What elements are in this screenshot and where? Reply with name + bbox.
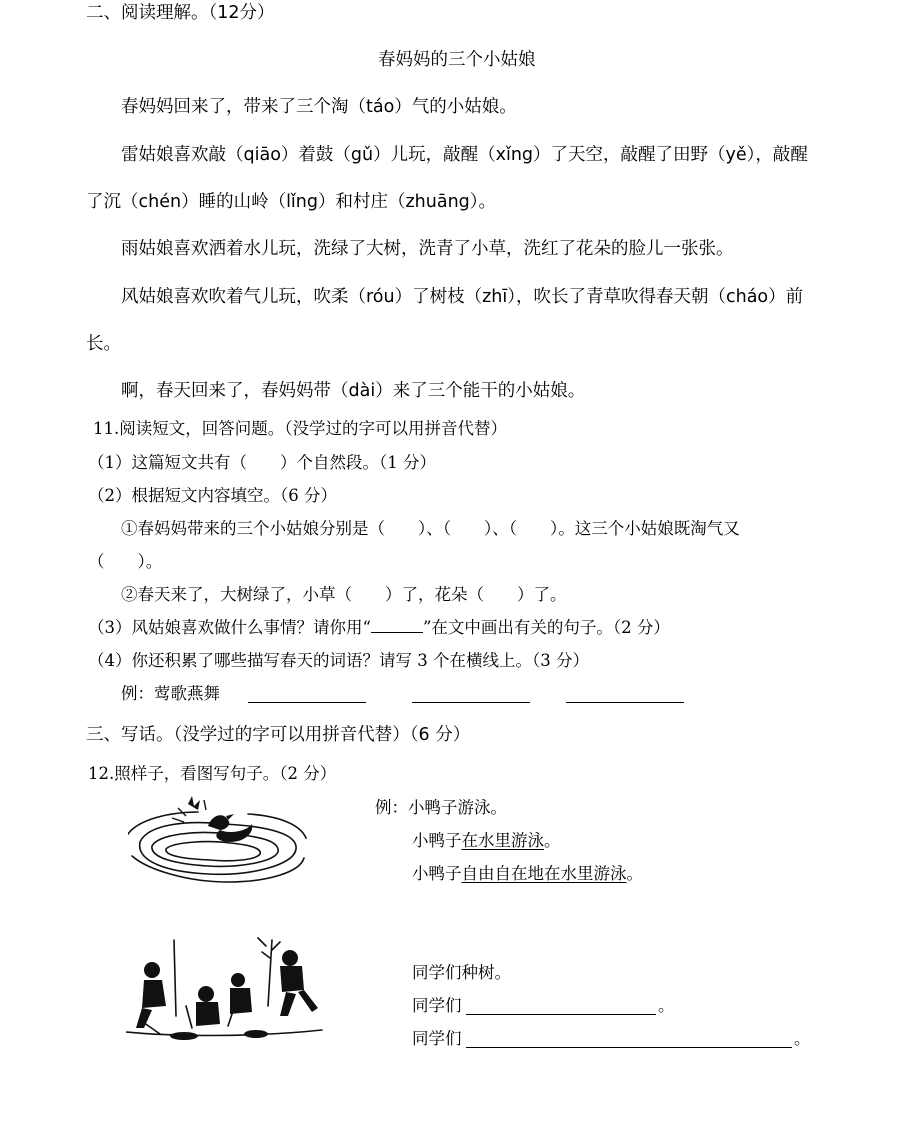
section3-heading: 三、写话。（没学过的字可以用拼音代替）（6 分） [86,725,471,745]
task-sentence-2-suffix: 。 [658,996,675,1015]
section2-heading: 二、阅读理解。（12分） [86,3,275,23]
passage-paragraph-2-line-2: 了沉（chén）睡的山岭（lǐng）和村庄（zhuāng）。 [86,192,497,212]
q11-sub3-before: （3）风姑娘喜欢做什么事情？请你用“ [88,618,371,637]
underline-marker-blank [371,620,423,633]
q12-stem: 12.照样子，看图写句子。（2 分） [88,764,337,783]
example-row-1 [375,800,507,817]
passage-paragraph-1: 春妈妈回来了，带来了三个淘（táo）气的小姑娘。 [121,97,517,117]
example-sentence-3-underlined: 自由自在地在水里游泳 [461,864,627,883]
q11-stem: 11.阅读短文，回答问题。（没学过的字可以用拼音代替） [93,419,507,438]
passage-title: 春妈妈的三个小姑娘 [378,50,536,70]
passage-paragraph-3: 雨姑娘喜欢洒着水儿玩，洗绿了大树，洗青了小草，洗红了花朵的脸儿一张张。 [121,239,734,259]
q11-sub3-after: ”在文中画出有关的句子。（2 分） [422,618,670,637]
task-sentence-3-suffix: 。 [794,1029,811,1048]
q11-sub2: （2）根据短文内容填空。（6 分） [88,486,337,505]
q11-sub4-example: 例：莺歌燕舞 [121,684,220,703]
passage-paragraph-5: 啊，春天回来了，春妈妈带（dài）来了三个能干的小姑娘。 [121,381,586,401]
example-sentence-2: 小鸭子在水里游泳。 [412,831,561,850]
task-sentence-3-answer-line[interactable] [466,1047,792,1048]
task-sentence-3-prefix: 同学们 [412,1029,462,1048]
passage-paragraph-2-line-1: 雷姑娘喜欢敲（qiāo）着鼓（gǔ）儿玩，敲醒（xǐng）了天空，敲醒了田野（yě），敲醒 [121,145,808,165]
q11-sub2-b: ②春天来了，大树绿了，小草（ ）了，花朵（ ）了。 [121,585,567,604]
example-sentence-2-underlined: 在水里游泳 [461,831,544,850]
q11-sub2-a-line-1: ①春妈妈带来的三个小姑娘分别是（ ）、（ ）、（ ）。这三个小姑娘既淘气又 [121,519,740,538]
passage-paragraph-4-line-1: 风姑娘喜欢吹着气儿玩，吹柔（róu）了树枝（zhī），吹长了青草吹得春天朝（cháo）前 [121,287,804,307]
answer-line-3[interactable] [566,702,684,703]
task-sentence-2-prefix: 同学们 [412,996,462,1015]
example-sentence-3: 小鸭子自由自在地在水里游泳。 [412,864,643,883]
task-sentence-2-answer-line[interactable] [466,1014,656,1015]
duck-swimming-picture [128,794,308,889]
q11-sub1: （1）这篇短文共有（ ）个自然段。（1 分） [88,453,436,472]
students-planting-trees-picture [126,936,326,1051]
q11-sub3 [88,620,670,637]
answer-line-1[interactable] [248,702,366,703]
answer-line-2[interactable] [412,702,530,703]
task-sentence-1: 同学们种树。 [412,963,511,982]
passage-paragraph-4-line-2: 长。 [86,334,121,354]
example-sentence-1: 小鸭子游泳。 [408,798,507,817]
example-label: 例： [375,798,408,817]
q11-sub2-a-line-2: （ ）。 [88,552,163,571]
q11-sub4: （4）你还积累了哪些描写春天的词语？请写 3 个在横线上。（3 分） [88,651,589,670]
